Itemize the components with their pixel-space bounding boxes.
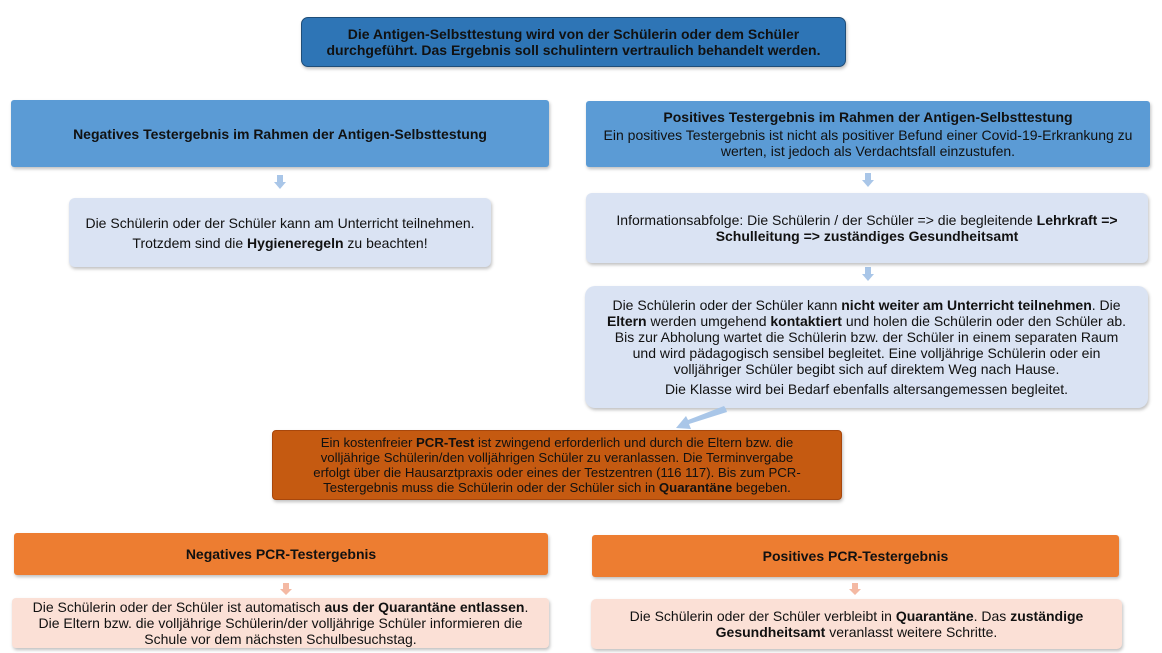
negative-pcr-title-box — [14, 533, 548, 575]
negative-antigen-detail-line-1: Die Schülerin oder der Schüler kann am Unterricht teilnehmen. — [85, 214, 475, 231]
exclusion-line-2: Eltern werden umgehend kontaktiert und holen die Schülerin oder den Schüler ab. — [606, 313, 1127, 329]
exclusion-line-3: Bis zur Abholung wartet die Schülerin bzw. der Schüler in einem separaten Raum — [614, 329, 1119, 345]
positive-antigen-line-1: Ein positives Testergebnis ist nicht als positiver Befund einer Covid-19-Erkrankung zu — [603, 127, 1133, 143]
negative-pcr-line-3: Schule vor dem nächsten Schulbesuchstag. — [144, 631, 417, 647]
pcr-info-line-3: erfolgt über die Hausarztpraxis oder eines der Testzentren (116 117). Bis zum PCR- — [313, 465, 801, 480]
negative-antigen-title-box — [11, 100, 549, 167]
pcr-info-line-2: volljährige Schülerin/den volljährigen Schüler zu veranlassen. Die Terminvergabe — [320, 450, 794, 465]
negative-antigen-detail-box — [69, 198, 491, 267]
positive-antigen-box — [586, 101, 1150, 167]
pcr-info-line-4: Testergebnis muss die Schülerin oder der Schüler sich in Quarantäne begeben. — [323, 480, 791, 495]
exclusion-line-6: Die Klasse wird bei Bedarf ebenfalls altersangemessen begleitet. — [664, 381, 1069, 397]
arrow-down-icon — [862, 267, 874, 281]
positive-antigen-title: Positives Testergebnis im Rahmen der Antigen-Selbsttestung — [663, 109, 1073, 125]
negative-pcr-title: Negatives PCR-Testergebnis — [185, 546, 377, 562]
pcr-info-box — [272, 430, 842, 500]
positive-pcr-detail-box — [591, 599, 1122, 649]
info-flow-box — [586, 193, 1148, 263]
negative-pcr-detail-box — [12, 598, 549, 648]
header-line-2: durchgeführt. Das Ergebnis soll schulintern vertraulich behandelt werden. — [326, 42, 821, 58]
header-box — [301, 17, 846, 67]
negative-antigen-detail-line-2: Trotzdem sind die Hygieneregeln zu beachten! — [132, 234, 428, 251]
exclusion-line-5: volljähriger Schüler begibt sich auf direktem Weg nach Hause. — [673, 361, 1060, 377]
arrow-down-icon — [862, 173, 874, 187]
arrow-down-icon — [280, 583, 292, 595]
positive-pcr-line-2: Gesundheitsamt veranlasst weitere Schritte. — [715, 624, 998, 640]
arrow-diagonal-icon — [676, 406, 728, 432]
exclusion-line-1: Die Schülerin oder der Schüler kann nicht weiter am Unterricht teilnehmen. Die — [612, 297, 1121, 313]
positive-pcr-title-box — [592, 535, 1119, 577]
positive-pcr-title: Positives PCR-Testergebnis — [762, 548, 949, 564]
exclusion-box — [585, 286, 1148, 408]
positive-pcr-line-1: Die Schülerin oder der Schüler verbleibt in Quarantäne. Das zuständige — [629, 608, 1084, 624]
negative-pcr-line-2: Die Eltern bzw. die volljährige Schülerin/der volljährige Schüler informieren die — [38, 615, 523, 631]
negative-pcr-line-1: Die Schülerin oder der Schüler ist automatisch aus der Quarantäne entlassen. — [32, 599, 529, 615]
pcr-info-line-1: Ein kostenfreier PCR-Test ist zwingend erforderlich und durch die Eltern bzw. die — [320, 435, 794, 450]
positive-antigen-line-2: werten, ist jedoch als Verdachtsfall einzustufen. — [720, 143, 1016, 159]
negative-antigen-title: Negatives Testergebnis im Rahmen der Antigen-Selbsttestung — [73, 125, 487, 142]
arrow-down-icon — [274, 175, 286, 189]
exclusion-line-4: und wird pädagogisch sensibel begleitet. Eine volljährige Schülerin oder ein — [632, 345, 1101, 361]
info-flow-line-1: Informationsabfolge: Die Schülerin / der Schüler => die begleitende Lehrkraft => — [616, 212, 1118, 228]
arrow-down-icon — [849, 583, 861, 595]
info-flow-line-2: Schulleitung => zuständiges Gesundheitsamt — [715, 228, 1019, 244]
header-line-1: Die Antigen-Selbsttestung wird von der Schülerin oder dem Schüler — [347, 26, 800, 42]
